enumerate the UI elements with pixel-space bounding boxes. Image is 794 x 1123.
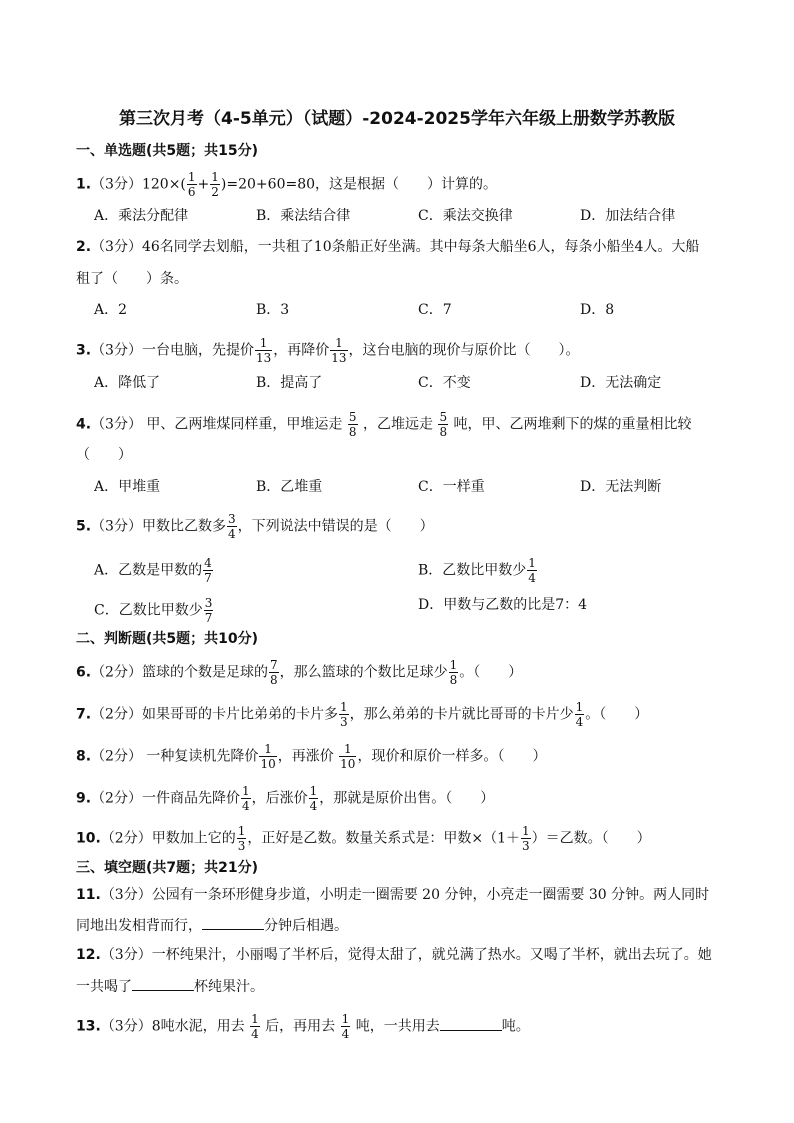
question-3 xyxy=(76,336,580,365)
fraction: $\frac{1}{4}$ xyxy=(528,556,536,585)
option-text: C．乙数比甲数少 xyxy=(94,602,203,619)
fraction: $\frac{3}{4}$ xyxy=(227,512,236,541)
question-number: 9. xyxy=(76,790,92,807)
question-score: （3分） xyxy=(100,1018,152,1035)
question-10 xyxy=(76,824,651,853)
question-text: 吨，甲、乙两堆剩下的煤的重量相比较 xyxy=(449,416,692,433)
question-text: 后，再用去 xyxy=(260,1018,340,1035)
option-c[interactable] xyxy=(94,596,214,625)
fraction: $\frac{3}{7}$ xyxy=(204,596,213,625)
fraction: $\frac{1}{4}$ xyxy=(341,1012,350,1041)
question-number: 7. xyxy=(76,706,92,723)
question-text: )=20+60=80，这是根据（ ）计算的。 xyxy=(220,176,498,193)
option-c[interactable]: C．乘法交换律 xyxy=(418,208,513,224)
fraction: $\frac{1}{13}$ xyxy=(255,336,272,365)
option-c[interactable]: C．不变 xyxy=(418,375,471,391)
fraction: $\frac{1}{4}$ xyxy=(251,1012,259,1041)
fraction: $\frac{1}{2}$ xyxy=(211,170,219,199)
question-2-line-2: 租了（ ）条。 xyxy=(76,271,188,287)
question-text: ，那就是原价出售。（ ） xyxy=(319,790,495,807)
question-score: （3分） xyxy=(91,176,142,193)
question-text: ，那么篮球的个数比足球少 xyxy=(279,664,448,681)
question-12-line-2 xyxy=(76,976,264,996)
question-number: 4. xyxy=(76,416,92,433)
option-b[interactable]: B．提高了 xyxy=(256,375,323,391)
question-13 xyxy=(76,1012,530,1041)
question-score: （2分） xyxy=(91,706,142,723)
question-text: 8吨水泥，用去 xyxy=(151,1018,250,1035)
question-6 xyxy=(76,658,522,687)
question-text: 同地出发相背而行， xyxy=(76,918,202,934)
question-score: （3分） xyxy=(91,518,142,535)
fraction: $\frac{1}{8}$ xyxy=(449,658,458,687)
option-b[interactable] xyxy=(418,556,538,585)
question-text: 分钟后相遇。 xyxy=(264,918,348,934)
fraction: $\frac{7}{8}$ xyxy=(269,658,278,687)
option-c[interactable]: C．一样重 xyxy=(418,479,485,495)
question-text: ，乙堆远走 xyxy=(358,416,438,433)
question-score: （3分） xyxy=(91,416,142,433)
option-a[interactable]: A．甲堆重 xyxy=(94,479,161,495)
question-text: 一种复读机先降价 xyxy=(141,748,259,765)
question-text: 。（ ） xyxy=(585,706,649,723)
fraction: $\frac{5}{8}$ xyxy=(348,410,357,439)
question-text: ，那么弟弟的卡片就比哥哥的卡片少 xyxy=(349,706,574,723)
section-heading-fill-blank: 三、填空题(共7题；共21分) xyxy=(76,860,259,876)
question-text: 120×( xyxy=(141,176,186,193)
question-8 xyxy=(76,742,546,771)
question-score: （2分） xyxy=(91,664,142,681)
option-b[interactable]: B．乘法结合律 xyxy=(256,208,351,224)
fraction: $\frac{4}{7}$ xyxy=(204,556,212,585)
question-text: 。（ ） xyxy=(459,664,523,681)
question-text: 一杯纯果汁，小丽喝了半杯后，觉得太甜了，就兑满了热水。又喝了半杯，就出去玩了。她 xyxy=(151,947,712,963)
question-text: ，正好是乙数。数量关系式是：甲数×（1＋ xyxy=(247,830,521,847)
question-text: 篮球的个数是足球的 xyxy=(141,664,268,681)
question-text: 一台电脑，先提价 xyxy=(141,342,254,359)
question-score: （2分） xyxy=(91,790,142,807)
question-7 xyxy=(76,700,648,729)
question-text: 杯纯果汁。 xyxy=(194,979,264,995)
fraction: $\frac{1}{3}$ xyxy=(339,700,348,729)
question-number: 12. xyxy=(76,947,101,963)
question-1 xyxy=(76,170,497,199)
question-4-line-2: （ ） xyxy=(76,447,132,463)
option-d[interactable]: D．加法结合律 xyxy=(580,208,676,224)
question-text: 吨，一共用去 xyxy=(351,1018,440,1035)
question-number: 8. xyxy=(76,748,92,765)
question-text: ，后涨价 xyxy=(251,790,308,807)
option-d[interactable]: D．甲数与乙数的比是7：4 xyxy=(418,597,588,613)
option-d[interactable]: D．8 xyxy=(580,302,615,318)
option-c[interactable]: C．7 xyxy=(418,302,452,318)
question-text: ，再涨价 xyxy=(277,748,339,765)
section-heading-single-choice: 一、单选题(共5题；共15分) xyxy=(76,143,259,159)
question-text: 甲数比乙数多 xyxy=(141,518,226,535)
question-text: ，下列说法中错误的是（ ） xyxy=(237,518,434,535)
question-score: （3分） xyxy=(91,342,142,359)
option-d[interactable]: D．无法确定 xyxy=(580,375,662,391)
fraction: $\frac{1}{13}$ xyxy=(331,336,347,365)
fraction: $\frac{5}{8}$ xyxy=(439,410,448,439)
question-text: 一共喝了 xyxy=(76,979,132,995)
question-text: ，这台电脑的现价与原价比（ ）。 xyxy=(348,342,580,359)
question-text: ，再降价 xyxy=(273,342,330,359)
question-score: （3分） xyxy=(91,239,142,255)
fraction: $\frac{1}{4}$ xyxy=(309,784,318,813)
fraction: $\frac{1}{3}$ xyxy=(237,824,246,853)
question-5 xyxy=(76,512,434,541)
option-a[interactable]: A．降低了 xyxy=(94,375,161,391)
question-text: 如果哥哥的卡片比弟弟的卡片多 xyxy=(141,706,338,723)
option-text: A．乙数是甲数的 xyxy=(94,562,203,579)
question-number: 6. xyxy=(76,664,92,681)
question-11 xyxy=(76,886,709,904)
question-score: （3分） xyxy=(100,947,152,963)
question-score: （2分） xyxy=(91,748,142,765)
option-b[interactable]: B．乙堆重 xyxy=(256,479,323,495)
fraction: $\frac{1}{4}$ xyxy=(575,700,584,729)
fraction: $\frac{1}{4}$ xyxy=(241,784,250,813)
question-2 xyxy=(76,238,699,256)
exam-title: 第三次月考（4-5单元）（试题）-2024-2025学年六年级上册数学苏教版 xyxy=(119,109,675,129)
question-text: 一件商品先降价 xyxy=(141,790,240,807)
question-11-line-2 xyxy=(76,915,348,935)
answer-blank[interactable] xyxy=(132,976,194,991)
question-number: 13. xyxy=(76,1018,101,1035)
option-text: B．乙数比甲数少 xyxy=(418,562,527,579)
plus-sign: + xyxy=(197,176,210,193)
question-number: 11. xyxy=(76,887,101,903)
question-score: （2分） xyxy=(100,830,152,847)
question-4 xyxy=(76,410,692,439)
option-a[interactable]: A．2 xyxy=(94,302,128,318)
question-text: ，现价和原价一样多。（ ） xyxy=(357,748,547,765)
question-text: 46名同学去划船，一共租了10条船正好坐满。其中每条大船坐6人，每条小船坐4人。大船 xyxy=(141,239,700,255)
question-score: （3分） xyxy=(100,887,152,903)
fraction: $\frac{1}{10}$ xyxy=(260,742,276,771)
question-text: 公园有一条环形健身步道，小明走一圈需要 20 分钟，小亮走一圈需要 30 分钟。两人同时 xyxy=(151,887,710,903)
answer-blank[interactable] xyxy=(440,1016,502,1031)
fraction: $\frac{1}{10}$ xyxy=(340,742,356,771)
question-text: 吨。 xyxy=(501,1018,530,1035)
fraction: $\frac{1}{3}$ xyxy=(522,824,530,853)
question-number: 1. xyxy=(76,176,92,193)
section-heading-true-false: 二、判断题(共5题；共10分) xyxy=(76,631,259,647)
question-9 xyxy=(76,784,494,813)
option-d[interactable]: D．无法判断 xyxy=(580,479,662,495)
question-number: 5. xyxy=(76,518,92,535)
option-a[interactable]: A．乘法分配律 xyxy=(94,208,189,224)
question-number: 3. xyxy=(76,342,92,359)
question-number: 2. xyxy=(76,239,92,255)
question-text: ）＝乙数。（ ） xyxy=(531,830,651,847)
option-b[interactable]: B．3 xyxy=(256,302,290,318)
answer-blank[interactable] xyxy=(202,915,264,930)
question-text: 甲数加上它的 xyxy=(151,830,236,847)
question-text: 甲、乙两堆煤同样重，甲堆运走 xyxy=(141,416,347,433)
option-a[interactable] xyxy=(94,556,214,585)
fraction: $\frac{1}{6}$ xyxy=(187,170,196,199)
question-12 xyxy=(76,946,712,964)
question-number: 10. xyxy=(76,830,101,847)
